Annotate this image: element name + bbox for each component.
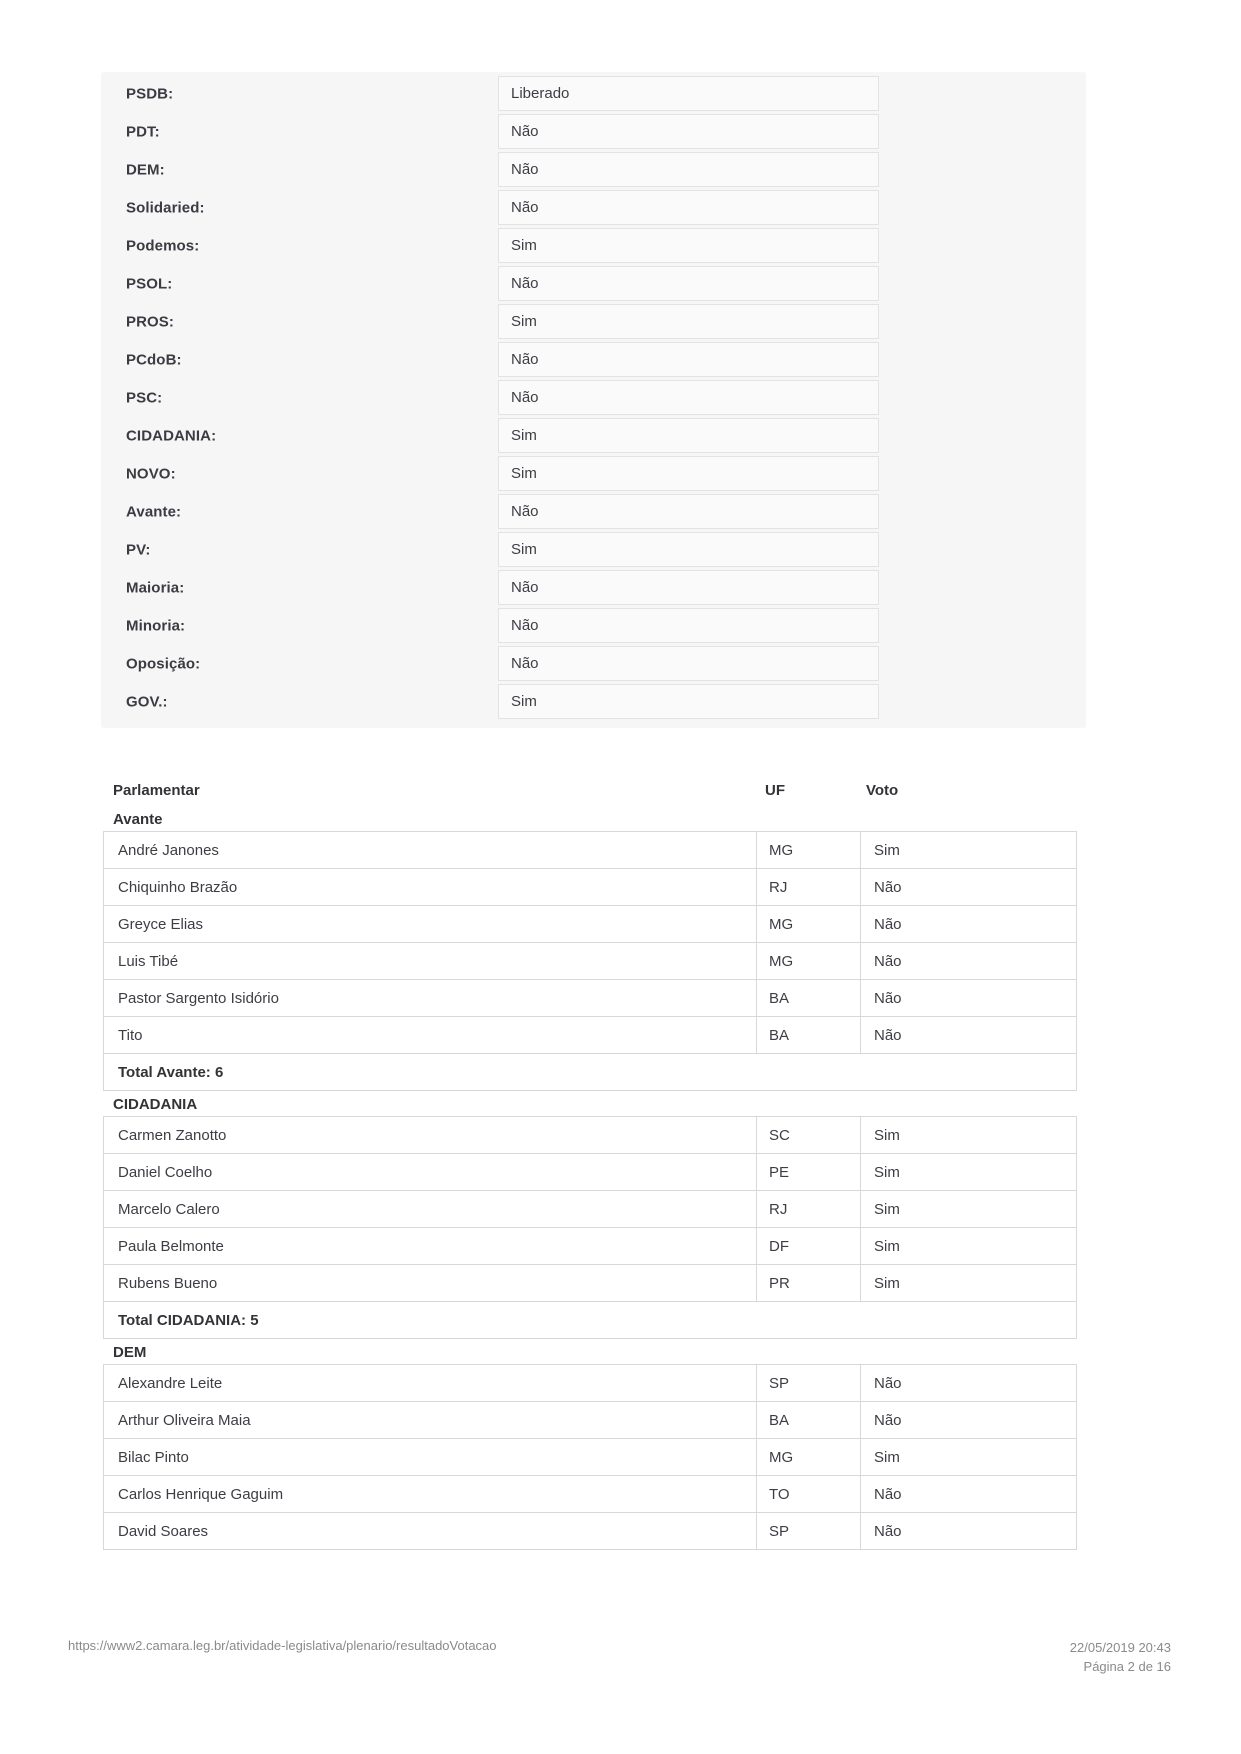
cell-voto: Sim — [860, 1265, 1077, 1301]
table-row — [103, 1264, 1077, 1302]
cell-uf: BA — [756, 980, 860, 1016]
party-orientation-label: PSOL: — [126, 275, 173, 293]
table-row — [103, 1153, 1077, 1191]
party-orientation-value: Não — [498, 494, 879, 529]
cell-parlamentar: Marcelo Calero — [118, 1200, 220, 1218]
cell-uf: PE — [756, 1154, 860, 1190]
party-orientation-label: DEM: — [126, 161, 165, 179]
cell-uf: MG — [756, 1439, 860, 1475]
votes-table-body — [103, 806, 1077, 1550]
party-orientation-value: Sim — [498, 418, 879, 453]
table-row — [103, 979, 1077, 1017]
cell-voto: Não — [860, 869, 1077, 905]
party-section-header: Avante — [113, 810, 163, 828]
cell-voto: Não — [860, 980, 1077, 1016]
party-orientation-label: Podemos: — [126, 237, 200, 255]
party-orientation-label: PV: — [126, 541, 151, 559]
cell-voto: Sim — [860, 832, 1077, 868]
cell-uf: MG — [756, 906, 860, 942]
cell-voto: Sim — [860, 1117, 1077, 1153]
cell-parlamentar: Carlos Henrique Gaguim — [118, 1485, 284, 1503]
cell-voto: Sim — [860, 1191, 1077, 1227]
orientation-row — [101, 417, 1086, 455]
party-orientation-value: Não — [498, 152, 879, 187]
cell-voto: Sim — [860, 1439, 1077, 1475]
cell-parlamentar: Arthur Oliveira Maia — [118, 1411, 251, 1429]
table-row — [103, 1190, 1077, 1228]
cell-voto: Não — [860, 1402, 1077, 1438]
cell-uf: PR — [756, 1265, 860, 1301]
cell-parlamentar: Paula Belmonte — [118, 1237, 224, 1255]
party-orientation-value: Sim — [498, 304, 879, 339]
footer-source-url: https://www2.camara.leg.br/atividade-legislativa/plenario/resultadoVotacao — [68, 1638, 497, 1653]
orientation-row — [101, 531, 1086, 569]
party-orientation-value: Liberado — [498, 76, 879, 111]
cell-uf: TO — [756, 1476, 860, 1512]
table-row — [103, 868, 1077, 906]
cell-parlamentar: Daniel Coelho — [118, 1163, 213, 1181]
table-row — [103, 1438, 1077, 1476]
party-orientation-value: Não — [498, 266, 879, 301]
cell-uf: RJ — [756, 869, 860, 905]
party-orientation-value: Sim — [498, 456, 879, 491]
party-orientation-label: PDT: — [126, 123, 160, 141]
cell-uf: BA — [756, 1402, 860, 1438]
table-row — [103, 831, 1077, 869]
cell-voto: Não — [860, 1017, 1077, 1053]
cell-parlamentar: Luis Tibé — [118, 952, 179, 970]
cell-parlamentar: Bilac Pinto — [118, 1448, 189, 1466]
party-total-row: Total CIDADANIA: 5 — [103, 1301, 1077, 1339]
party-orientation-value: Não — [498, 380, 879, 415]
orientation-row — [101, 455, 1086, 493]
table-row — [103, 1401, 1077, 1439]
party-orientation-label: Minoria: — [126, 617, 186, 635]
table-row — [103, 1364, 1077, 1402]
cell-voto: Não — [860, 943, 1077, 979]
cell-parlamentar: Pastor Sargento Isidório — [118, 989, 279, 1007]
orientation-row — [101, 303, 1086, 341]
orientation-row — [101, 683, 1086, 721]
table-row — [103, 1227, 1077, 1265]
party-orientation-label: PCdoB: — [126, 351, 182, 369]
votes-table — [103, 782, 1077, 1554]
party-orientation-value: Não — [498, 342, 879, 377]
orientation-row — [101, 379, 1086, 417]
table-row — [103, 942, 1077, 980]
cell-voto: Não — [860, 1513, 1077, 1549]
party-orientation-value: Não — [498, 608, 879, 643]
party-section-header: CIDADANIA — [113, 1095, 198, 1113]
cell-parlamentar: Alexandre Leite — [118, 1374, 223, 1392]
cell-voto: Não — [860, 906, 1077, 942]
orientation-row — [101, 189, 1086, 227]
cell-voto: Sim — [860, 1228, 1077, 1264]
party-orientation-value: Sim — [498, 684, 879, 719]
cell-uf: BA — [756, 1017, 860, 1053]
orientation-row — [101, 645, 1086, 683]
orientation-row — [101, 265, 1086, 303]
cell-voto: Sim — [860, 1154, 1077, 1190]
column-header-parlamentar: Parlamentar — [113, 782, 200, 799]
party-orientation-label: PROS: — [126, 313, 175, 331]
cell-uf: SP — [756, 1365, 860, 1401]
party-section-header: DEM — [113, 1343, 147, 1361]
cell-uf: DF — [756, 1228, 860, 1264]
orientation-row — [101, 75, 1086, 113]
party-orientation-value: Não — [498, 646, 879, 681]
orientation-row — [101, 607, 1086, 645]
party-orientation-label: CIDADANIA: — [126, 427, 217, 445]
table-row — [103, 1475, 1077, 1513]
party-orientation-label: Oposição: — [126, 655, 201, 673]
orientation-row — [101, 113, 1086, 151]
cell-uf: SC — [756, 1117, 860, 1153]
table-row — [103, 1116, 1077, 1154]
party-orientation-label: NOVO: — [126, 465, 176, 483]
cell-voto: Não — [860, 1365, 1077, 1401]
party-orientation-value: Não — [498, 114, 879, 149]
orientation-row — [101, 341, 1086, 379]
party-orientation-value: Não — [498, 190, 879, 225]
party-orientation-label: PSC: — [126, 389, 163, 407]
orientation-row — [101, 151, 1086, 189]
cell-uf: SP — [756, 1513, 860, 1549]
footer-page-info — [1070, 1638, 1171, 1676]
orientation-row — [101, 227, 1086, 265]
cell-parlamentar: David Soares — [118, 1522, 209, 1540]
party-total-row: Total Avante: 6 — [103, 1053, 1077, 1091]
footer-page-number: Página 2 de 16 — [1083, 1659, 1171, 1674]
column-header-uf: UF — [765, 782, 785, 799]
cell-voto: Não — [860, 1476, 1077, 1512]
table-row — [103, 1016, 1077, 1054]
cell-parlamentar: Carmen Zanotto — [118, 1126, 227, 1144]
cell-uf: MG — [756, 943, 860, 979]
party-orientation-value: Sim — [498, 228, 879, 263]
party-orientation-label: Solidaried: — [126, 199, 205, 217]
cell-uf: RJ — [756, 1191, 860, 1227]
column-header-voto: Voto — [866, 782, 899, 799]
orientation-row — [101, 493, 1086, 531]
footer-timestamp: 22/05/2019 20:43 — [1069, 1640, 1171, 1655]
cell-parlamentar: André Janones — [118, 841, 219, 859]
cell-uf: MG — [756, 832, 860, 868]
table-row — [103, 905, 1077, 943]
votes-table-header — [103, 782, 1077, 806]
party-orientation-label: Maioria: — [126, 579, 185, 597]
party-orientation-label: Avante: — [126, 503, 182, 521]
party-orientation-panel — [101, 72, 1086, 728]
table-row — [103, 1512, 1077, 1550]
cell-parlamentar: Greyce Elias — [118, 915, 204, 933]
party-orientation-label: PSDB: — [126, 85, 174, 103]
party-orientation-value: Não — [498, 570, 879, 605]
cell-parlamentar: Tito — [118, 1026, 143, 1044]
cell-parlamentar: Chiquinho Brazão — [118, 878, 238, 896]
party-orientation-label: GOV.: — [126, 693, 168, 711]
cell-parlamentar: Rubens Bueno — [118, 1274, 218, 1292]
party-orientation-value: Sim — [498, 532, 879, 567]
orientation-row — [101, 569, 1086, 607]
